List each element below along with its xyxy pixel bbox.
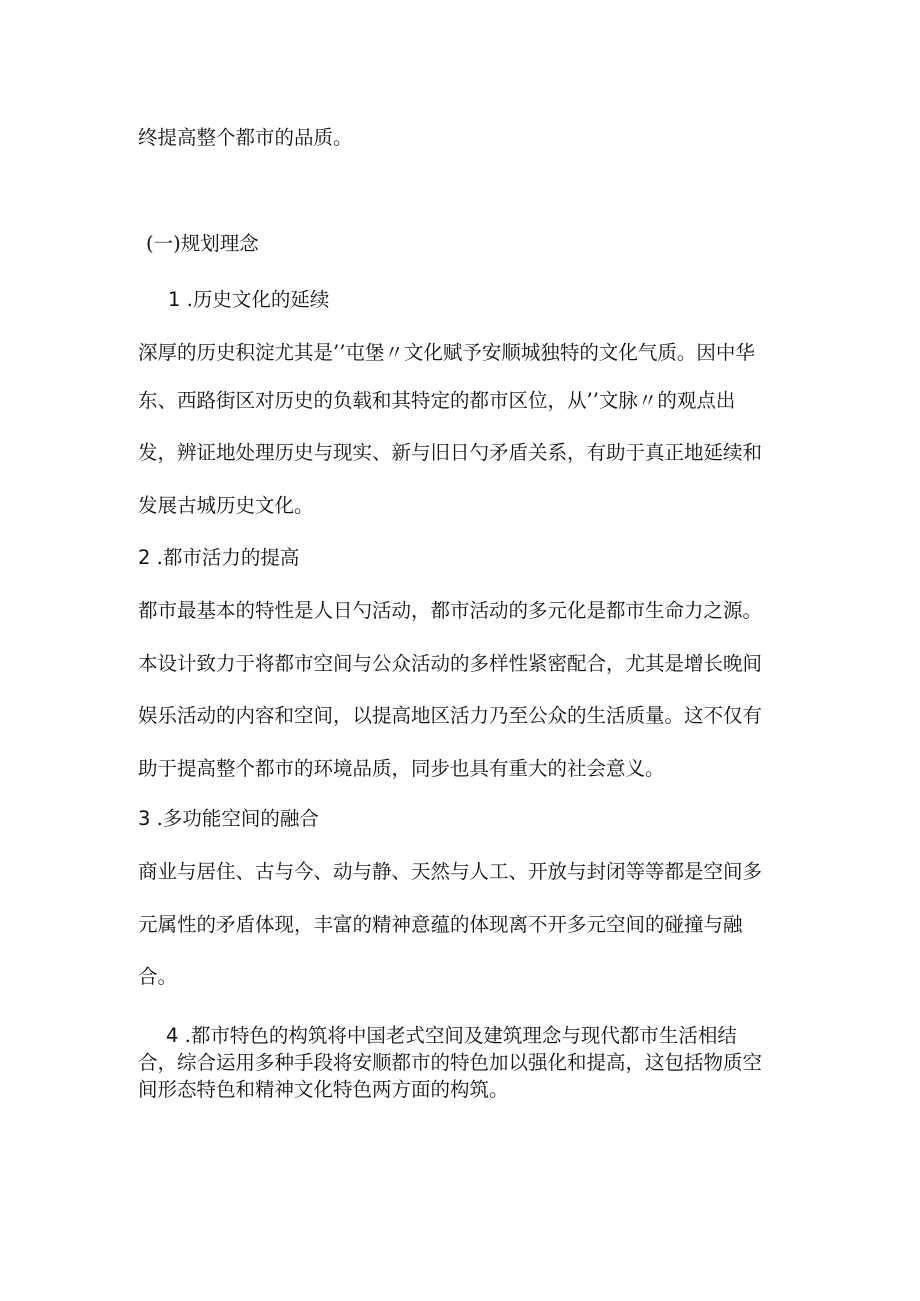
intro-tail-text: 终提高整个都市的品质。 bbox=[138, 126, 353, 149]
item-3-line-3: 合。 bbox=[138, 965, 178, 988]
item-2-line-4: 助于提高整个都市的环境品质，同步也具有重大的社会意义。 bbox=[138, 757, 665, 780]
section-heading: (一)规划理念 bbox=[146, 232, 259, 255]
item-3-line-2: 元属性的矛盾体现，丰富的精神意蕴的体现离不开多元空间的碰撞与融 bbox=[138, 913, 743, 936]
item-2-heading bbox=[138, 545, 788, 571]
item-2-line-2: 本设计致力于将都市空间与公众活动的多样性紧密配合，尤其是增长晚间 bbox=[138, 652, 763, 675]
item-3-heading bbox=[138, 806, 788, 832]
item-4-heading bbox=[166, 1023, 816, 1049]
item-1-heading bbox=[168, 287, 818, 313]
item-3-title: .多功能空间的融合 bbox=[156, 807, 319, 830]
item-1-line-4: 发展古城历史文化。 bbox=[138, 494, 314, 517]
item-2-line-3: 娱乐活动的内容和空间，以提高地区活力乃至公众的生活质量。这不仅有 bbox=[138, 704, 763, 727]
item-4-line-1: 合，综合运用多种手段将安顺都市的特色加以强化和提高，这包括物质空 bbox=[138, 1051, 763, 1074]
item-2-title: .都市活力的提高 bbox=[156, 546, 300, 569]
item-1-line-1: 深厚的历史积淀尤其是’’屯堡〃文化赋予安顺城独特的文化气质。因中华 bbox=[138, 341, 755, 364]
item-2-line-1: 都市最基本的特性是人日勺活动，都市活动的多元化是都市生命力之源。 bbox=[138, 599, 763, 622]
item-1-line-3: 发，辨证地处理历史与现实、新与旧日勺矛盾关系，有助于真正地延续和 bbox=[138, 441, 763, 464]
item-3-line-1: 商业与居住、古与今、动与静、天然与人工、开放与封闭等等都是空间多 bbox=[138, 860, 763, 883]
item-4-line-2: 间形态特色和精神文化特色两方面的构筑。 bbox=[138, 1078, 509, 1101]
item-3-number: 3 bbox=[138, 807, 151, 830]
item-4-title: .都市特色的构筑将中国老式空间及建筑理念与现代都市生活相结 bbox=[184, 1024, 737, 1047]
item-1-line-2: 东、西路街区对历史的负载和其特定的都市区位，从’’文脉〃的观点出 bbox=[138, 389, 736, 412]
item-4-number: 4 bbox=[166, 1024, 179, 1047]
item-2-number: 2 bbox=[138, 546, 151, 569]
item-1-title: .历史文化的延续 bbox=[186, 288, 330, 311]
item-1-number: 1 bbox=[168, 288, 181, 311]
